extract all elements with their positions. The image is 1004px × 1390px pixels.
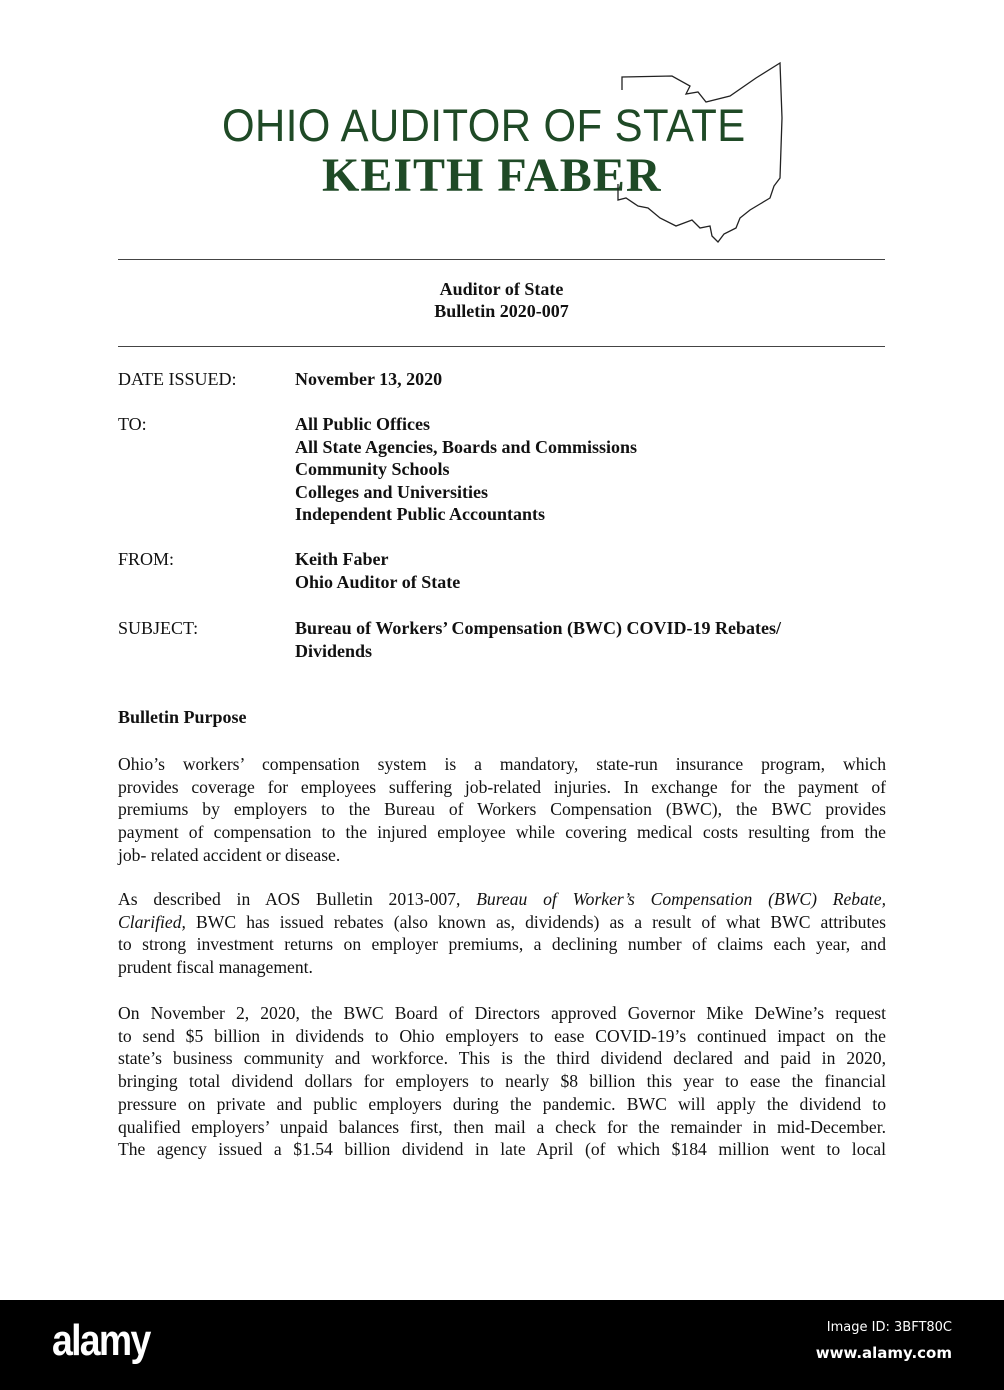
alamy-logo: alamy [52, 1316, 150, 1365]
from-item: Ohio Auditor of State [295, 571, 461, 592]
subject-value [295, 617, 781, 662]
text-line: provides coverage for employees suffering job-related injuries. In exchange for the payment of [118, 776, 886, 797]
paragraph-3 [118, 1002, 886, 1161]
to-label: TO: [118, 414, 147, 434]
text-line: bringing total dividend dollars for employers to nearly $8 billion this year to ease the financial [118, 1071, 886, 1092]
text-span: BWC has issued rebates (also known as, dividends) as a result of what BWC attributes [196, 911, 886, 932]
divider-bottom [118, 346, 885, 347]
text-line: job- related accident or disease. [118, 844, 341, 865]
from-list [295, 548, 460, 593]
to-item: Independent Public Accountants [295, 504, 546, 524]
divider-top [118, 259, 885, 260]
italic-title: Clarified, [118, 911, 186, 932]
logo-title: OHIO AUDITOR OF STATE [222, 100, 746, 151]
image-id: Image ID: 3BFT80C [826, 1320, 952, 1335]
to-list [295, 413, 637, 526]
text-span: As described in AOS Bulletin 2013-007, [118, 889, 461, 909]
watermark-bar [0, 1300, 1004, 1390]
text-line: state’s business community and workforce. This is the third dividend declared and paid in 2020, [118, 1048, 886, 1069]
text-line: qualified employers’ unpaid balances first, then mail a check for the remainder in mid-December. [118, 1116, 886, 1137]
to-item: Colleges and Universities [295, 481, 488, 502]
subject-line: Dividends [295, 640, 373, 661]
text-line [118, 888, 886, 911]
text-line: to strong investment returns on employer premiums, a declining number of claims each year, and [118, 934, 886, 955]
to-item: All State Agencies, Boards and Commissions [295, 436, 638, 457]
paragraph-1 [118, 753, 886, 867]
text-line: premiums by employers to the Bureau of Workers Compensation (BWC), the BWC provides [118, 799, 886, 820]
from-label: FROM: [118, 549, 175, 569]
date-value: November 13, 2020 [295, 369, 443, 389]
text-line: to send $5 billion in dividends to Ohio employers to ease COVID-19’s continued impact on the [118, 1025, 886, 1046]
bulletin-number: Bulletin 2020-007 [434, 301, 569, 321]
subject-label: SUBJECT: [118, 618, 199, 638]
ohio-outline-icon [610, 58, 790, 248]
date-label: DATE ISSUED: [118, 369, 237, 389]
text-line: payment of compensation to the injured employee while covering medical costs resulting from the [118, 822, 886, 843]
logo-name: KEITH FABER [322, 149, 662, 202]
to-item: Community Schools [295, 459, 450, 479]
text-line: pressure on private and public employers during the pandemic. BWC will apply the dividend to [118, 1093, 886, 1114]
text-line: The agency issued a $1.54 billion dividend in late April (of which $184 million went to local [118, 1139, 886, 1160]
paragraph-2 [118, 888, 886, 979]
header-title: Auditor of State [439, 279, 564, 299]
section-heading: Bulletin Purpose [118, 707, 247, 727]
text-line: prudent fiscal management. [118, 957, 313, 978]
text-line [118, 911, 886, 934]
site-url: www.alamy.com [815, 1344, 952, 1362]
subject-line: Bureau of Workers’ Compensation (BWC) COVID-19 Rebates/ [295, 618, 781, 638]
to-item: All Public Offices [295, 414, 430, 434]
italic-title: Bureau of Worker’s Compensation (BWC) Rebate, [476, 889, 886, 909]
text-line: On November 2, 2020, the BWC Board of Directors approved Governor Mike DeWine’s request [118, 1003, 886, 1023]
from-item: Keith Faber [295, 549, 389, 569]
text-line: Ohio’s workers’ compensation system is a mandatory, state-run insurance program, which [118, 754, 886, 774]
